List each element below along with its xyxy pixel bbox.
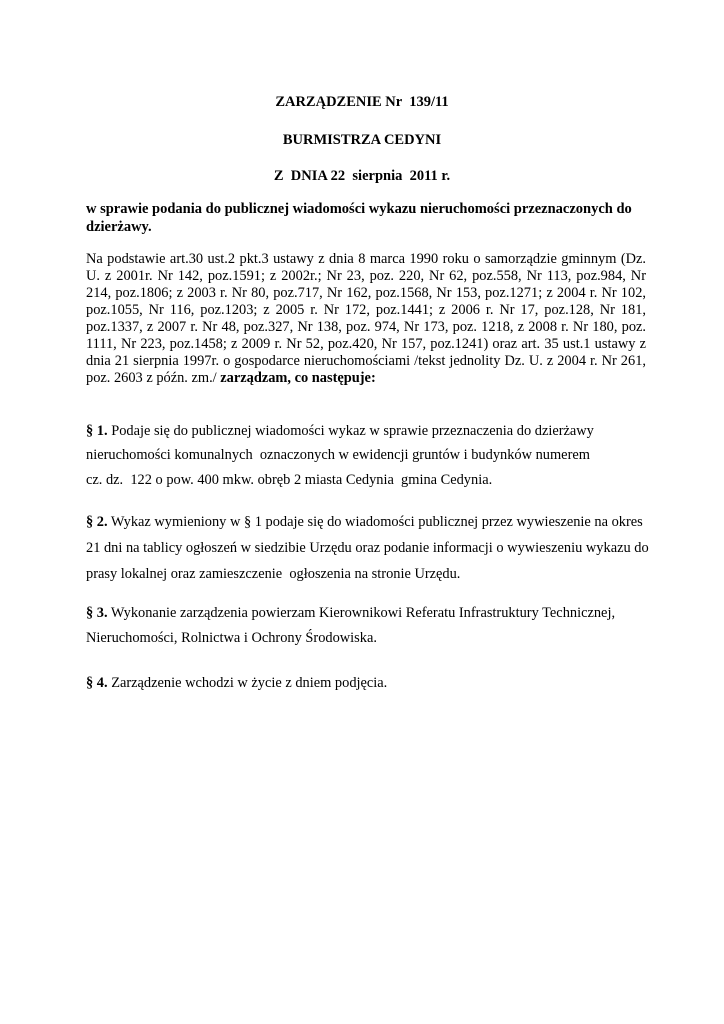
section-2-line-2: 21 dni na tablicy ogłoszeń w siedzibie Urzędu oraz podanie informacji o wywieszeniu wykazu do: [86, 540, 649, 556]
document-title: ZARZĄDZENIE Nr 139/11: [275, 94, 449, 110]
legal-basis-paragraph: [86, 251, 646, 387]
section-2-line-3: prasy lokalnej oraz zamieszczenie ogłoszenia na stronie Urzędu.: [86, 566, 461, 582]
section-4-mark: § 4.: [86, 675, 108, 691]
section-2-text: Wykaz wymieniony w § 1 podaje się do wiadomości publicznej przez wywieszenie na okres: [107, 514, 643, 530]
section-3-line-2: Nieruchomości, Rolnictwa i Ochrony Środowiska.: [86, 630, 377, 646]
section-3-line-1: [86, 605, 615, 622]
issuing-authority: BURMISTRZA CEDYNI: [282, 132, 442, 148]
section-1-mark: § 1.: [86, 423, 108, 439]
section-1-line-3: cz. dz. 122 o pow. 400 mkw. obręb 2 miasta Cedynia gmina Cedynia.: [86, 472, 493, 488]
section-2-mark: § 2.: [86, 514, 108, 530]
section-1-line-1: [86, 423, 594, 440]
legal-basis-text: Na podstawie art.30 ust.2 pkt.3 ustawy z dnia 8 marca 1990 roku o samorządzie gminnym (Dz. U. z 2001r. Nr 142, poz.1591; z 2002r.; Nr 23, poz. 220, Nr 62, poz.558, Nr 113, poz.984, Nr 214, poz.1806; z 2003 r. Nr 80, poz.717, Nr 162, poz.1568, Nr 153, poz.1271; z 2004 r. Nr 102, poz.1055, Nr 116, poz.1203; z 2005 r. Nr 172, poz.1441; z 2006 r. Nr 17, poz.128, Nr 181, poz.1337, z 2007 r. Nr 48, poz.327, Nr 138, poz. 974, Nr 173, poz. 1218, z 2008 r. Nr 180, poz. 1111, Nr 223, poz.1458; z 2009 r. Nr 52, poz.420, Nr 157, poz.1241) oraz art. 35 ust.1 ustawy z dnia 21 sierpnia 1997r. o gospodarce nieruchomościami /tekst jednolity Dz. U. z 2004 r. Nr 261, poz. 2603 z późn. zm./: [86, 251, 646, 386]
section-4-text: Zarządzenie wchodzi w życie z dniem podjęcia.: [107, 675, 388, 691]
section-1-text: Podaje się do publicznej wiadomości wykaz w sprawie przeznaczenia do dzierżawy: [107, 423, 594, 439]
section-1-line-2: nieruchomości komunalnych oznaczonych w ewidencji gruntów i budynków numerem: [86, 447, 590, 463]
document-date: Z DNIA 22 sierpnia 2011 r.: [273, 168, 451, 184]
decree-phrase: zarządzam, co następuje:: [220, 370, 376, 386]
section-4-line-1: [86, 675, 387, 692]
section-3-mark: § 3.: [86, 605, 108, 621]
document-subject: w sprawie podania do publicznej wiadomości wykazu nieruchomości przeznaczonych do dzierżawy.: [86, 201, 632, 235]
section-2-line-1: [86, 514, 643, 531]
section-3-text: Wykonanie zarządzenia powierzam Kierownikowi Referatu Infrastruktury Technicznej,: [107, 605, 616, 621]
